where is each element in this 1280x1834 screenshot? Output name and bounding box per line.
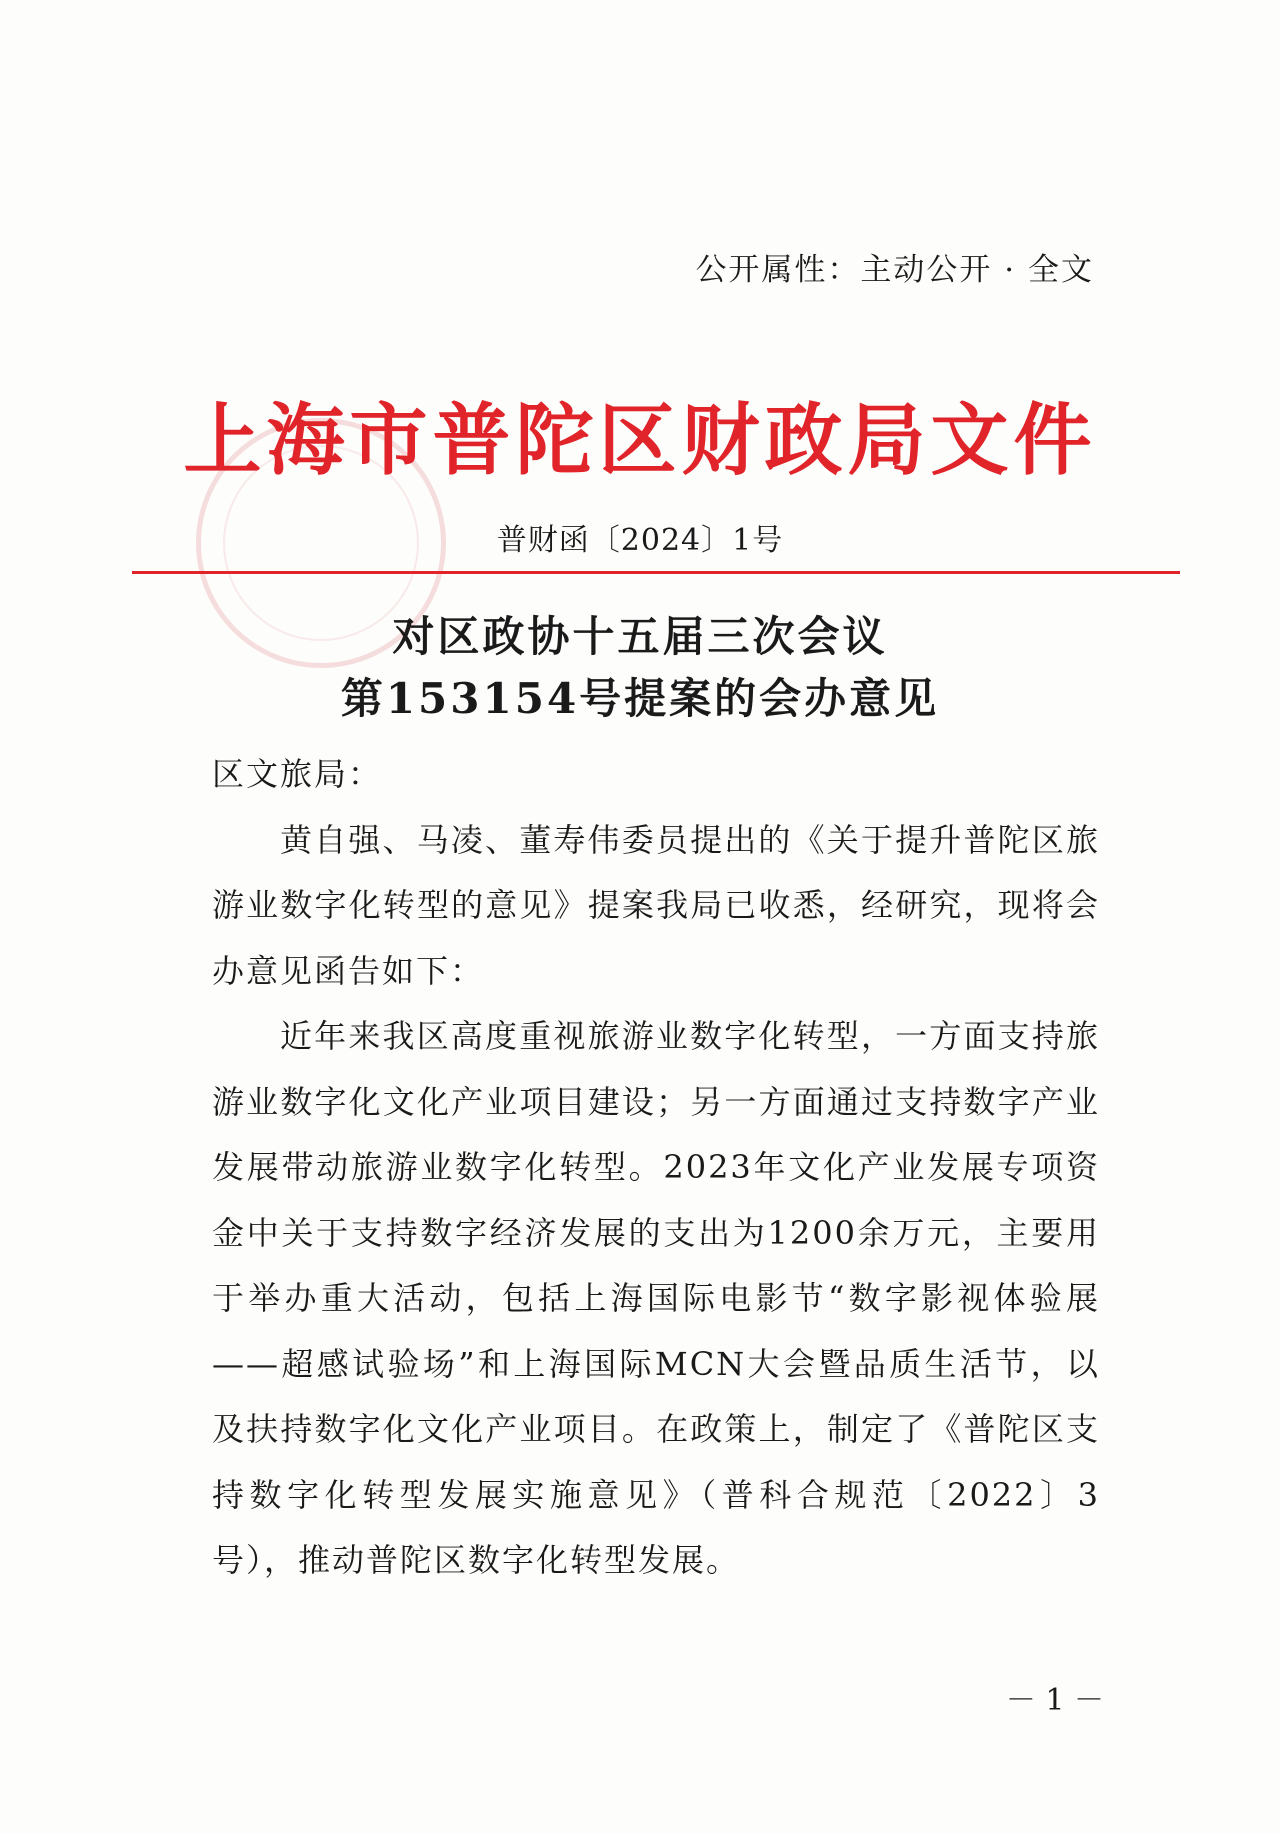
title-line-1: 对区政协十五届三次会议 (392, 612, 888, 661)
red-divider-line (132, 571, 1180, 574)
body-paragraph-1: 黄自强、马凌、董寿伟委员提出的《关于提升普陀区旅游业数字化转型的意见》提案我局已收悉，经研究，现将会办意见函告如下： (212, 820, 1100, 990)
disclosure-attribute: 公开属性：主动公开 · 全文 (695, 252, 1094, 288)
salutation: 区文旅局： (212, 755, 383, 793)
document-body (212, 742, 1100, 1594)
document-masthead: 上海市普陀区财政局文件 (183, 396, 1097, 486)
title-line-2: 第153154号提案的会办意见 (340, 674, 940, 723)
document-number: 普财函〔2024〕1号 (496, 523, 784, 558)
document-title (0, 606, 1280, 730)
page-number: － 1 － (1005, 1683, 1104, 1718)
body-paragraph-2: 近年来我区高度重视旅游业数字化转型，一方面支持旅游业数字化文化产业项目建设；另一方面通过支持数字产业发展带动旅游业数字化转型。2023年文化产业发展专项资金中关于支持数字经济发展的支出为1200余万元，主要用于举办重大活动，包括上海国际电影节“数字影视体验展——超感试验场”和上海国际MCN大会暨品质生活节，以及扶持数字化文化产业项目。在政策上，制定了《普陀区支持数字化转型发展实施意见》（普科合规范〔2022〕3号），推动普陀区数字化转型发展。 (212, 1017, 1100, 1579)
